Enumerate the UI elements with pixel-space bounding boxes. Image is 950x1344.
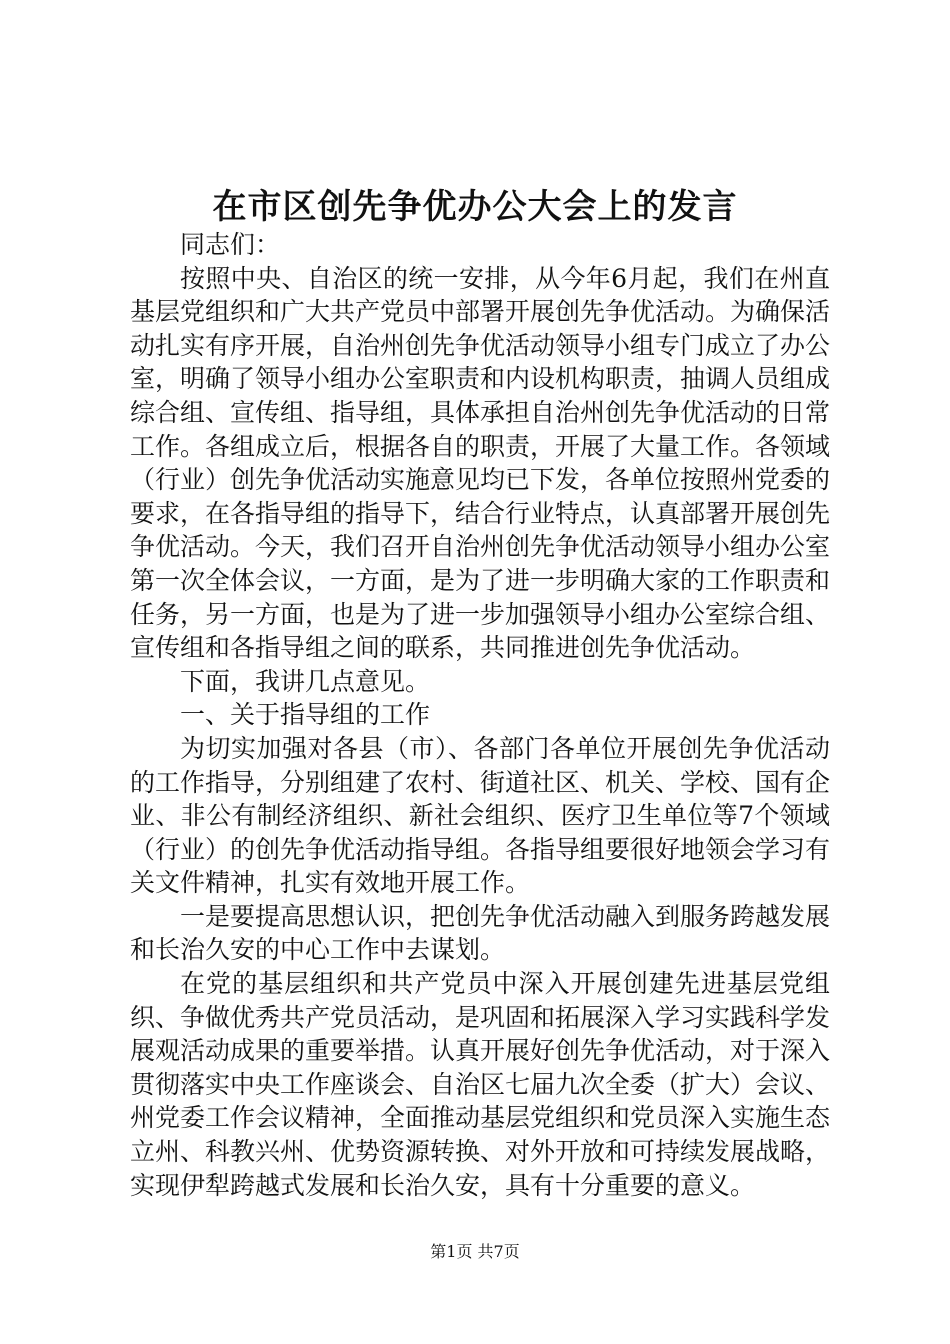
body-paragraph: 为切实加强对各县（市）、各部门各单位开展创先争优活动的工作指导，分别组建了农村、街道社区、机关、学校、国有企业、非公有制经济组织、新社会组织、医疗卫生单位等7个领域（行业）的创先争优活动指导组。各指导组要很好地领会学习有关文件精神，扎实有效地开展工作。 bbox=[130, 733, 831, 898]
section-heading: 一、关于指导组的工作 bbox=[180, 700, 431, 730]
body-paragraph: 在党的基层组织和共产党员中深入开展创建先进基层党组织、争做优秀共产党员活动，是巩固和拓展深入学习实践科学发展观活动成果的重要举措。认真开展好创先争优活动，对于深入贯彻落实中央工作座谈会、自治区七届九次全委（扩大）会议、州党委工作会议精神，全面推动基层党组织和党员深入实施生态立州、科教兴州、优势资源转换、对外开放和可持续发展战略，实现伊犁跨越式发展和长治久安，具有十分重要的意义。 bbox=[130, 969, 831, 1200]
body-paragraph: 按照中央、自治区的统一安排，从今年6月起，我们在州直基层党组织和广大共产党员中部署开展创先争优活动。为确保活动扎实有序开展，自治州创先争优活动领导小组专门成立了办公室，明确了领导小组办公室职责和内设机构职责，抽调人员组成综合组、宣传组、指导组，具体承担自治州创先争优活动的日常工作。各组成立后，根据各自的职责，开展了大量工作。各领域（行业）创先争优活动实施意见均已下发，各单位按照州党委的要求，在各指导组的指导下，结合行业特点，认真部署开展创先争优活动。今天，我们召开自治州创先争优活动领导小组办公室第一次全体会议，一方面，是为了进一步明确大家的工作职责和任务，另一方面，也是为了进一步加强领导小组办公室综合组、宣传组和各指导组之间的联系，共同推进创先争优活动。 bbox=[130, 263, 831, 663]
document-title: 在市区创先争优办公大会上的发言 bbox=[212, 187, 738, 227]
document-body bbox=[130, 228, 830, 1202]
salutation-paragraph: 同志们： bbox=[180, 230, 281, 259]
body-paragraph: 一是要提高思想认识，把创先争优活动融入到服务跨越发展和长治久安的中心工作中去谋划。 bbox=[130, 901, 831, 965]
page-number-footer: 第1页 共7页 bbox=[430, 1242, 520, 1261]
body-paragraph: 下面，我讲几点意见。 bbox=[180, 666, 431, 696]
